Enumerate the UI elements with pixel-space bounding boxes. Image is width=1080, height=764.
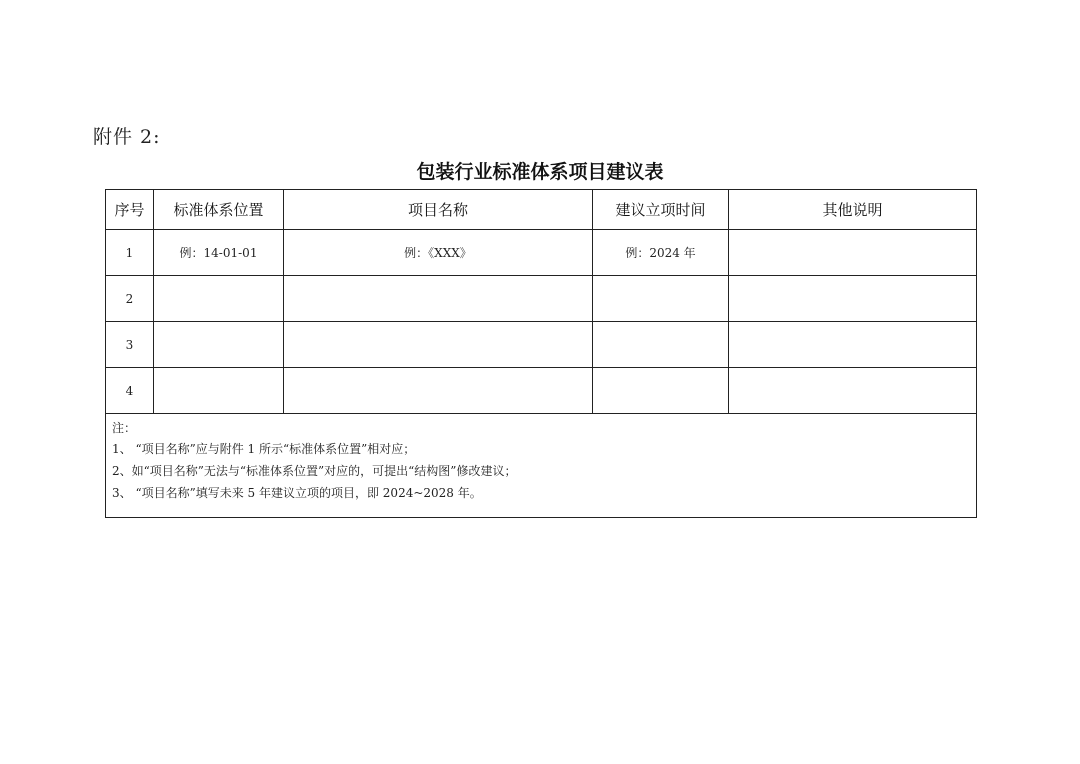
- header-other-notes: 其他说明: [729, 190, 977, 230]
- row-other-notes: [729, 368, 977, 414]
- row-other-notes: [729, 322, 977, 368]
- row-project-name: [284, 322, 593, 368]
- row-standard-position: [154, 276, 284, 322]
- table-row: [106, 230, 977, 276]
- row-standard-position: [154, 322, 284, 368]
- row-proposed-time: [593, 276, 729, 322]
- row-serial-number: 4: [106, 368, 154, 414]
- row-proposed-time: 例：2024 年: [593, 230, 729, 276]
- row-project-name: 例：《XXX》: [284, 230, 593, 276]
- row-project-name: [284, 368, 593, 414]
- notes-heading: 注：: [112, 421, 137, 435]
- note-item: 3、 “项目名称”填写未来 5 年建议立项的项目，即 2024~2028 年。: [112, 486, 482, 500]
- row-other-notes: [729, 230, 977, 276]
- row-proposed-time: [593, 322, 729, 368]
- row-proposed-time: [593, 368, 729, 414]
- row-project-name: [284, 276, 593, 322]
- header-standard-position: 标准体系位置: [154, 190, 284, 230]
- row-serial-number: 1: [106, 230, 154, 276]
- table-header-row: [106, 190, 977, 230]
- header-project-name: 项目名称: [284, 190, 593, 230]
- table-row: [106, 322, 977, 368]
- attachment-label: 附件 2:: [93, 126, 161, 148]
- header-proposed-time: 建议立项时间: [593, 190, 729, 230]
- document-title: 包装行业标准体系项目建议表: [416, 161, 664, 183]
- row-standard-position: 例：14-01-01: [154, 230, 284, 276]
- notes-row: [106, 414, 977, 518]
- note-item: 2、如“项目名称”无法与“标准体系位置”对应的，可提出“结构图”修改建议；: [112, 464, 517, 478]
- table-row: [106, 276, 977, 322]
- table-row: [106, 368, 977, 414]
- row-standard-position: [154, 368, 284, 414]
- header-serial-number: 序号: [106, 190, 154, 230]
- row-serial-number: 3: [106, 322, 154, 368]
- note-item: 1、 “项目名称”应与附件 1 所示“标准体系位置”相对应；: [112, 442, 416, 456]
- notes-section: [106, 414, 977, 518]
- proposal-table: [105, 189, 977, 518]
- row-serial-number: 2: [106, 276, 154, 322]
- row-other-notes: [729, 276, 977, 322]
